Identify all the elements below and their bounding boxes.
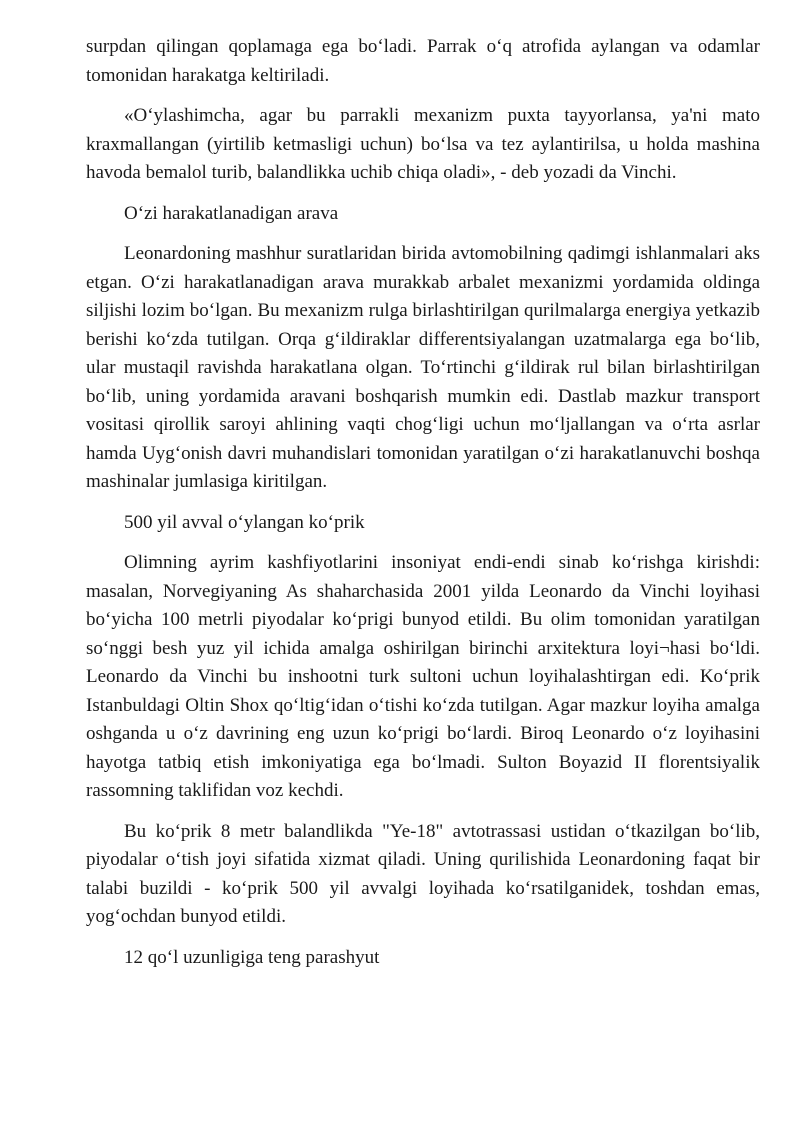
paragraph-continuation: surpdan qilingan qoplamaga ega bo‘ladi. Parrak o‘q atrofida aylangan va odamlar tomonidan harakatga keltiriladi. [86,36,760,86]
section-heading-parachute: 12 qo‘l uzunligiga teng parashyut [124,946,380,968]
paragraph-bridge-construction: Bu ko‘prik 8 metr balandlikda "Ye-18" avtotrassasi ustidan o‘tkazilgan bo‘lib, piyodalar o‘tish joyi sifatida xizmat qiladi. Uning qurilishida Leonardoning faqat bir talabi buzildi - ko‘prik 500 yil avvalgi loyihada ko‘rsatilganidek, toshdan emas, yog‘ochdan bunyod etildi. [86,820,760,927]
paragraph-cart: Leonardoning mashhur suratlaridan birida avtomobilning qadimgi ishlanmalari aks etgan. O‘zi harakatlanadigan arava murakkab arbalet mexanizmi yordamida oldinga siljishi lozim bo‘lgan. Bu mexanizm rulga birlashtirilgan qurilmalarga energiya yetkazib berishi ko‘zda tutilgan. Orqa g‘ildiraklar differentsiyalangan uzatmalarga ega bo‘lib, ular mustaqil ravishda harakatlana olgan. To‘rtinchi g‘ildirak rul bilan birlashtirilgan bo‘lib, uning yordamida aravani boshqarish mumkin edi. Dastlab mazkur transport vositasi qirollik saroyi ahlining vaqti chog‘ligi uchun mo‘ljallangan va o‘rta asrlar hamda Uyg‘onish davri muhandislari tomonidan yaratilgan o‘zi harakatlanuvchi boshqa mashinalar jumlasiga kiritilgan. [86,243,760,492]
document-page [86,33,760,984]
paragraph-bridge-history: Olimning ayrim kashfiyotlarini insoniyat endi-endi sinab ko‘rishga kirishdi: masalan, Norvegiyaning As shaharchasida 2001 yilda Leonardo da Vinchi loyihasi bo‘yicha 100 metrli piyodalar ko‘prigi bunyod etildi. Bu olim tomonidan yaratilgan so‘nggi besh yuz yil ichida amalga oshirilgan birinchi arxitektura loyi¬hasi bo‘ldi. Leonardo da Vinchi bu inshootni turk sultoni uchun loyihalashtirgan edi. Ko‘prik Istanbuldagi Oltin Shox qo‘ltig‘idan o‘tishi ko‘zda tutilgan. Agar mazkur loyiha amalga oshganda u o‘z davrining eng uzun ko‘prigi bo‘lardi. Biroq Leonardo o‘z loyihasini hayotga tatbiq etish imkoniyatiga ega bo‘lmadi. Sulton Boyazid II florentsiyalik rassomning taklifidan voz kechdi. [86,552,760,801]
section-heading-self-propelled-cart: O‘zi harakatlanadigan arava [124,202,339,224]
paragraph-quote: «O‘ylashimcha, agar bu parrakli mexanizm puxta tayyorlansa, ya'ni mato kraxmallangan (yirtilib ketmasligi uchun) bo‘lsa va tez aylantirilsa, u holda mashina havoda bemalol turib, balandlikka uchib chiqa oladi», - deb yozadi da Vinchi. [86,105,760,183]
section-heading-bridge: 500 yil avval o‘ylangan ko‘prik [124,511,365,533]
